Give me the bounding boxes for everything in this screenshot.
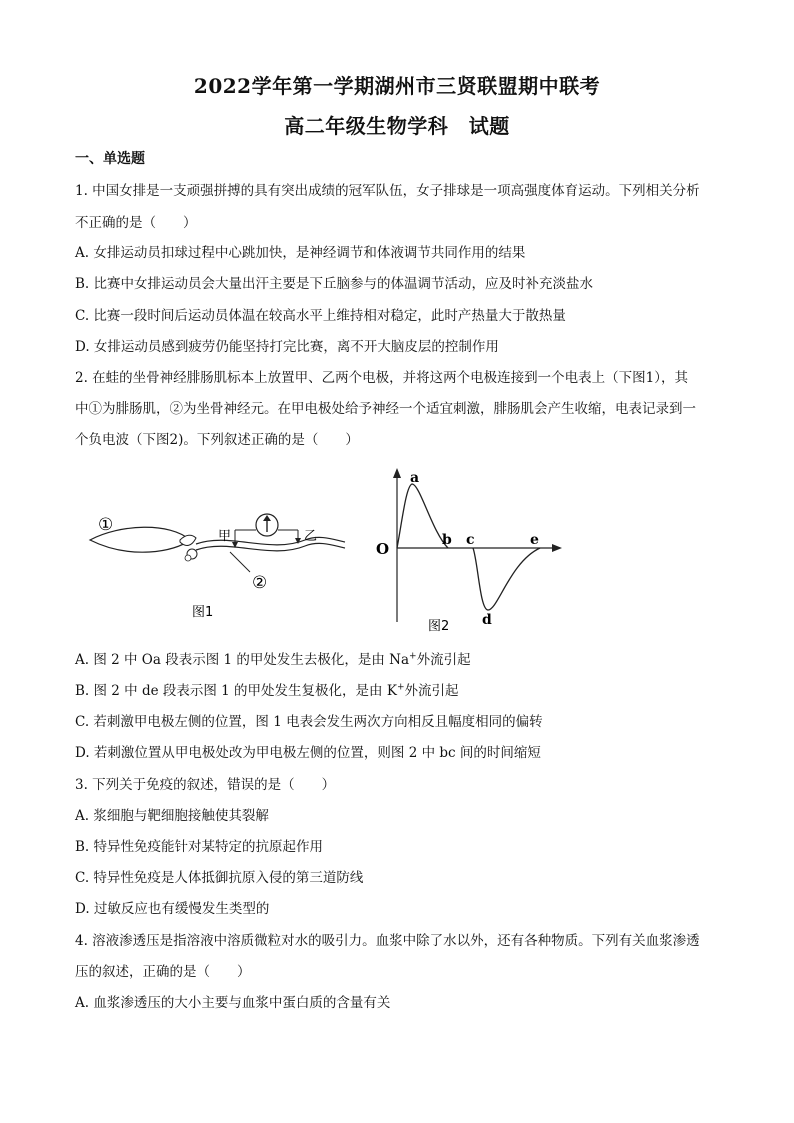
q1-option-b: B. 比赛中女排运动员会大量出汗主要是下丘脑参与的体温调节活动，应及时补充淡盐水 [75,276,594,292]
q1-option-c: C. 比赛一段时间后运动员体温在较高水平上维持相对稳定，此时产热量大于散热量 [75,308,566,324]
q1-stem-line2: 不正确的是（ ） [75,215,197,231]
fig1-electrode-jia: 甲 [218,529,232,544]
q3-option-b: B. 特异性免疫能针对某特定的抗原起作用 [75,839,324,855]
q2-stem-line2: 中①为腓肠肌，②为坐骨神经元。在甲电极处给予神经一个适宜刺激，腓肠肌会产生收缩，电表记录到一 [75,401,696,417]
q2-figures [80,462,580,642]
q2-option-b: B. 图 2 中 de 段表示图 1 的甲处发生复极化，是由 K+外流引起 [75,682,459,699]
fig2-point-c: c [466,532,475,548]
fig1-electrode-yi: 乙 [304,529,318,544]
fig1-label-muscle: ① [98,515,114,535]
q2-option-c: C. 若刺激甲电极左侧的位置，图 1 电表会发生两次方向相反且幅度相同的偏转 [75,714,543,730]
fig2-point-d: d [482,612,492,628]
q2-option-a: A. 图 2 中 Oa 段表示图 1 的甲处发生去极化，是由 Na+外流引起 [75,651,471,668]
fig1-caption: 图1 [192,605,214,620]
fig2-caption: 图2 [428,619,450,634]
q1-option-d: D. 女排运动员感到疲劳仍能坚持打完比赛，离不开大脑皮层的控制作用 [75,339,499,355]
fig1-label-nerve: ② [252,573,268,593]
fig2-point-b: b [442,532,452,548]
q4-stem-line2: 压的叙述，正确的是（ ） [75,964,251,980]
q3-stem: 3. 下列关于免疫的叙述，错误的是（ ） [75,777,336,793]
fig2-point-a: a [410,470,420,486]
section-heading: 一、单选题 [75,151,145,167]
fig2-origin-label: O [376,540,390,558]
q3-option-c: C. 特异性免疫是人体抵御抗原入侵的第三道防线 [75,870,364,886]
q1-option-a: A. 女排运动员扣球过程中心跳加快，是神经调节和体液调节共同作用的结果 [75,245,526,261]
q2-stem-line1: 2. 在蛙的坐骨神经腓肠肌标本上放置甲、乙两个电极，并将这两个电极连接到一个电表上（下图1），其 [75,370,689,386]
q2-option-d: D. 若刺激位置从甲电极处改为甲电极左侧的位置，则图 2 中 bc 间的时间缩短 [75,745,541,761]
fig2-point-e: e [530,532,539,548]
exam-subtitle: 高二年级生物学科 试题 [284,114,510,138]
q3-option-a: A. 浆细胞与靶细胞接触使其裂解 [75,808,269,824]
q2-stem-line3: 个负电波（下图2)。下列叙述正确的是（ ） [75,432,359,448]
q1-stem-line1: 1. 中国女排是一支顽强拼搏的具有突出成绩的冠军队伍，女子排球是一项高强度体育运动。下列相关分析 [75,183,700,199]
q3-option-d: D. 过敏反应也有缓慢发生类型的 [75,901,270,917]
q4-option-a: A. 血浆渗透压的大小主要与血浆中蛋白质的含量有关 [75,995,391,1011]
exam-title: 2022学年第一学期湖州市三贤联盟期中联考 [193,74,601,98]
q4-stem-line1: 4. 溶液渗透压是指溶液中溶质微粒对水的吸引力。血浆中除了水以外，还有各种物质。下列有关血浆渗透 [75,933,700,949]
